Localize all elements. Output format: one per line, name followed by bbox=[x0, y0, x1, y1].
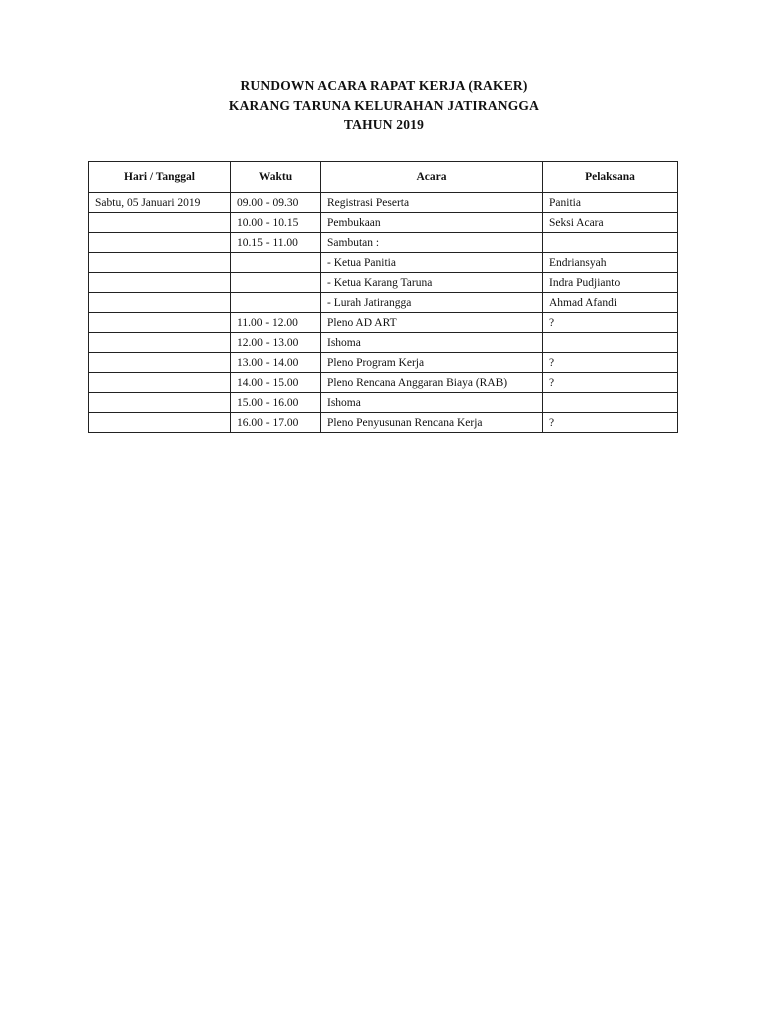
cell-pelaksana: Endriansyah bbox=[543, 253, 678, 273]
cell-acara: Registrasi Peserta bbox=[321, 193, 543, 213]
table-row bbox=[89, 233, 678, 253]
header-pelaksana: Pelaksana bbox=[543, 162, 678, 193]
cell-acara: Sambutan : bbox=[321, 233, 543, 253]
title-line-2: KARANG TARUNA KELURAHAN JATIRANGGA bbox=[228, 97, 540, 113]
cell-hari bbox=[89, 413, 231, 433]
cell-waktu bbox=[231, 273, 321, 293]
table-row bbox=[89, 393, 678, 413]
table-row bbox=[89, 273, 678, 293]
cell-acara: Pleno Penyusunan Rencana Kerja bbox=[321, 413, 543, 433]
cell-hari bbox=[89, 253, 231, 273]
cell-hari bbox=[89, 373, 231, 393]
cell-hari bbox=[89, 233, 231, 253]
cell-waktu: 10.00 - 10.15 bbox=[231, 213, 321, 233]
cell-waktu: 10.15 - 11.00 bbox=[231, 233, 321, 253]
title-line-1: RUNDOWN ACARA RAPAT KERJA (RAKER) bbox=[240, 78, 528, 93]
table-row bbox=[89, 253, 678, 273]
cell-waktu: 15.00 - 16.00 bbox=[231, 393, 321, 413]
cell-waktu: 16.00 - 17.00 bbox=[231, 413, 321, 433]
rundown-table bbox=[88, 161, 678, 433]
cell-waktu: 14.00 - 15.00 bbox=[231, 373, 321, 393]
cell-acara: Pleno Program Kerja bbox=[321, 353, 543, 373]
cell-acara: - Lurah Jatirangga bbox=[321, 293, 543, 313]
cell-pelaksana bbox=[543, 333, 678, 353]
cell-pelaksana: Ahmad Afandi bbox=[543, 293, 678, 313]
cell-waktu: 09.00 - 09.30 bbox=[231, 193, 321, 213]
cell-pelaksana bbox=[543, 393, 678, 413]
cell-pelaksana: ? bbox=[543, 313, 678, 333]
cell-pelaksana: ? bbox=[543, 373, 678, 393]
cell-acara: Pleno Rencana Anggaran Biaya (RAB) bbox=[321, 373, 543, 393]
table-row bbox=[89, 193, 678, 213]
cell-acara: Pembukaan bbox=[321, 213, 543, 233]
cell-hari: Sabtu, 05 Januari 2019 bbox=[89, 193, 231, 213]
cell-acara: Ishoma bbox=[321, 393, 543, 413]
header-hari-tanggal: Hari / Tanggal bbox=[89, 162, 231, 193]
cell-pelaksana: Indra Pudjianto bbox=[543, 273, 678, 293]
cell-pelaksana: ? bbox=[543, 353, 678, 373]
cell-hari bbox=[89, 273, 231, 293]
cell-hari bbox=[89, 313, 231, 333]
cell-hari bbox=[89, 293, 231, 313]
document-title bbox=[0, 76, 768, 135]
cell-pelaksana: Seksi Acara bbox=[543, 213, 678, 233]
table-row bbox=[89, 353, 678, 373]
cell-waktu bbox=[231, 293, 321, 313]
cell-hari bbox=[89, 333, 231, 353]
header-waktu: Waktu bbox=[231, 162, 321, 193]
title-line-3: TAHUN 2019 bbox=[343, 117, 425, 132]
header-acara: Acara bbox=[321, 162, 543, 193]
cell-hari bbox=[89, 393, 231, 413]
table-row bbox=[89, 293, 678, 313]
cell-acara: - Ketua Karang Taruna bbox=[321, 273, 543, 293]
table-header-row bbox=[89, 162, 678, 193]
table-row bbox=[89, 313, 678, 333]
cell-hari bbox=[89, 213, 231, 233]
cell-waktu bbox=[231, 253, 321, 273]
table-row bbox=[89, 413, 678, 433]
cell-waktu: 11.00 - 12.00 bbox=[231, 313, 321, 333]
table-row bbox=[89, 373, 678, 393]
cell-acara: Ishoma bbox=[321, 333, 543, 353]
cell-acara: Pleno AD ART bbox=[321, 313, 543, 333]
cell-hari bbox=[89, 353, 231, 373]
cell-acara: - Ketua Panitia bbox=[321, 253, 543, 273]
table-row bbox=[89, 333, 678, 353]
cell-pelaksana bbox=[543, 233, 678, 253]
cell-waktu: 13.00 - 14.00 bbox=[231, 353, 321, 373]
cell-pelaksana: Panitia bbox=[543, 193, 678, 213]
cell-waktu: 12.00 - 13.00 bbox=[231, 333, 321, 353]
table-row bbox=[89, 213, 678, 233]
cell-pelaksana: ? bbox=[543, 413, 678, 433]
